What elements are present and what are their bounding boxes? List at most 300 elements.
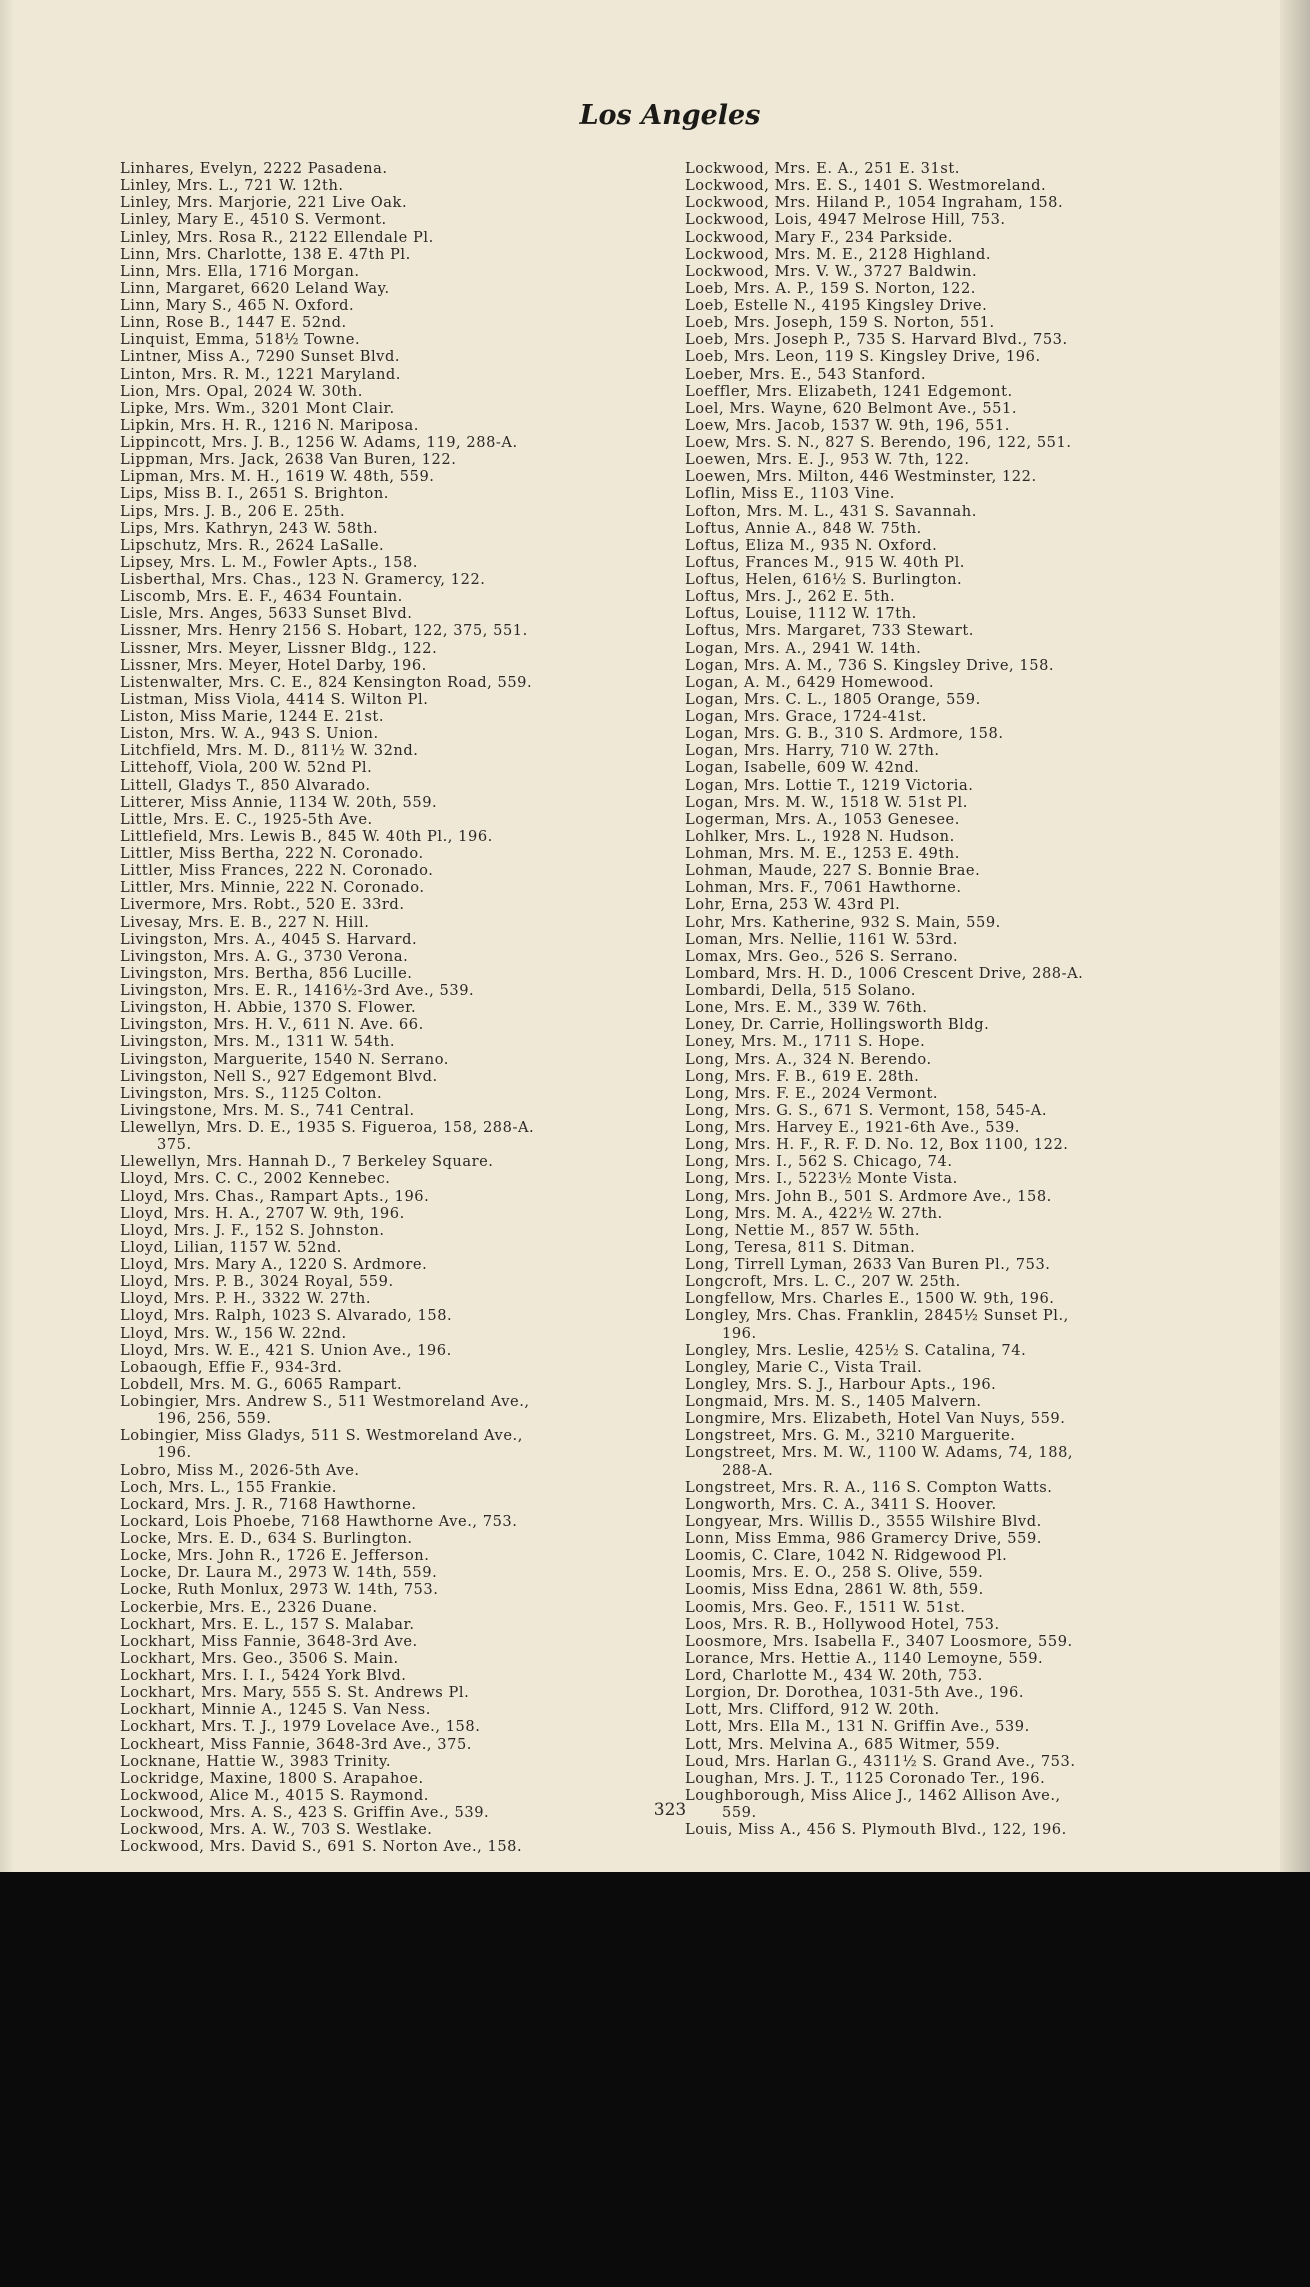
entry-text: Littlefield, Mrs. Lewis B., 845 W. 40th Pl., 196. <box>120 827 493 845</box>
directory-entry <box>685 1581 1260 1598</box>
entry-text: Lipsey, Mrs. L. M., Fowler Apts., 158. <box>120 553 418 571</box>
entry-text: Listenwalter, Mrs. C. E., 824 Kensington Road, 559. <box>120 673 533 691</box>
directory-entry <box>685 1821 1260 1838</box>
entry-text: Logan, Mrs. A. M., 736 S. Kingsley Drive, 158. <box>685 656 1055 674</box>
entry-continuation: 196, 256, 559. <box>157 1410 272 1428</box>
entry-text: Livingston, Mrs. E. R., 1416½-3rd Ave., 539. <box>120 982 475 999</box>
directory-entry <box>685 297 1260 314</box>
entry-text: Lockhart, Minnie A., 1245 S. Van Ness. <box>120 1701 431 1719</box>
entry-text: Long, Mrs. I., 5223½ Monte Vista. <box>685 1170 958 1188</box>
directory-entry <box>120 1188 695 1205</box>
directory-entry <box>120 1479 695 1496</box>
directory-entry <box>120 1650 695 1667</box>
directory-entry <box>120 1616 695 1633</box>
directory-entry <box>120 263 695 280</box>
entry-text: Llewellyn, Mrs. Hannah D., 7 Berkeley Square. <box>120 1153 494 1171</box>
entry-text: Loney, Dr. Carrie, Hollingsworth Bldg. <box>685 1016 990 1034</box>
directory-entry <box>685 160 1260 177</box>
directory-entry <box>120 1496 695 1513</box>
directory-entry <box>685 622 1260 639</box>
entry-text: Lockhart, Mrs. E. L., 157 S. Malabar. <box>120 1615 415 1633</box>
directory-entry <box>685 794 1260 811</box>
directory-entry <box>120 1718 695 1735</box>
entry-text: Lofton, Mrs. M. L., 431 S. Savannah. <box>685 502 977 520</box>
entry-text: Longley, Mrs. Leslie, 425½ S. Catalina, 74. <box>685 1341 1027 1359</box>
entry-text: Lippman, Mrs. Jack, 2638 Van Buren, 122. <box>120 451 457 469</box>
directory-entry <box>685 999 1260 1016</box>
entry-text: Litterer, Miss Annie, 1134 W. 20th, 559. <box>120 793 438 811</box>
entry-text: Lott, Mrs. Melvina A., 685 Witmer, 559. <box>685 1735 1001 1753</box>
entry-text: Long, Mrs. H. F., R. F. D. No. 12, Box 1100, 122. <box>685 1136 1069 1154</box>
directory-entry <box>685 1085 1260 1102</box>
entry-text: Loeb, Estelle N., 4195 Kingsley Drive. <box>685 297 988 314</box>
entry-text: Lombard, Mrs. H. D., 1006 Crescent Drive, 288-A. <box>685 964 1084 982</box>
entry-text: Loch, Mrs. L., 155 Frankie. <box>120 1478 337 1496</box>
entry-text: Littler, Mrs. Minnie, 222 N. Coronado. <box>120 879 425 897</box>
directory-entry <box>120 1205 695 1222</box>
entry-text: Loftus, Mrs. Margaret, 733 Stewart. <box>685 622 974 640</box>
entry-text: Loos, Mrs. R. B., Hollywood Hotel, 753. <box>685 1615 1000 1633</box>
entry-text: Linton, Mrs. R. M., 1221 Maryland. <box>120 365 401 383</box>
entry-text: Lockerbie, Mrs. E., 2326 Duane. <box>120 1598 378 1616</box>
directory-entry <box>685 1753 1260 1770</box>
directory-entry <box>685 965 1260 982</box>
entry-text: Lobingier, Miss Gladys, 511 S. Westmoreland Ave., <box>120 1427 523 1445</box>
directory-entry <box>685 503 1260 520</box>
directory-entry <box>120 383 695 400</box>
directory-entry <box>685 1599 1260 1616</box>
entry-text: Loew, Mrs. S. N., 827 S. Berendo, 196, 122, 551. <box>685 434 1072 451</box>
entry-text: Lockard, Mrs. J. R., 7168 Hawthorne. <box>120 1495 417 1513</box>
directory-entry <box>685 914 1260 931</box>
directory-entry <box>120 999 695 1016</box>
directory-entry <box>685 400 1260 417</box>
directory-entry <box>685 1342 1260 1359</box>
directory-entry <box>685 1633 1260 1650</box>
directory-entry <box>685 1051 1260 1068</box>
directory-entry <box>685 828 1260 845</box>
entry-text: Lohr, Mrs. Katherine, 932 S. Main, 559. <box>685 913 1001 931</box>
entry-text: Long, Nettie M., 857 W. 55th. <box>685 1221 921 1239</box>
directory-entry <box>685 1376 1260 1393</box>
entry-text: Lockwood, Mary F., 234 Parkside. <box>685 228 954 246</box>
entry-text: Linley, Mrs. Marjorie, 221 Live Oak. <box>120 194 408 212</box>
entry-text: Loftus, Annie A., 848 W. 75th. <box>685 519 922 537</box>
entry-continuation: 196. <box>722 1324 757 1342</box>
entry-text: Lott, Mrs. Ella M., 131 N. Griffin Ave., 539. <box>685 1718 1030 1736</box>
directory-entry <box>685 862 1260 879</box>
entry-continuation: 559. <box>722 1804 757 1821</box>
directory-entry <box>120 468 695 485</box>
entry-text: Logan, Isabelle, 609 W. 42nd. <box>685 759 920 777</box>
directory-entry <box>685 520 1260 537</box>
entry-text: Locke, Mrs. John R., 1726 E. Jefferson. <box>120 1547 430 1565</box>
entry-text: Loel, Mrs. Wayne, 620 Belmont Ave., 551. <box>685 399 1018 417</box>
entry-text: Long, Mrs. A., 324 N. Berendo. <box>685 1050 932 1068</box>
directory-entry <box>685 1016 1260 1033</box>
directory-entry <box>120 1427 695 1461</box>
directory-entry <box>685 1650 1260 1667</box>
directory-entry <box>685 211 1260 228</box>
directory-entry <box>685 1273 1260 1290</box>
directory-entry <box>120 691 695 708</box>
directory-entry <box>685 1496 1260 1513</box>
entry-continuation: 288-A. <box>722 1461 774 1479</box>
directory-entry <box>685 348 1260 365</box>
directory-entry <box>120 1633 695 1650</box>
entry-text: Lomax, Mrs. Geo., 526 S. Serrano. <box>685 947 959 965</box>
entry-text: Loomis, C. Clare, 1042 N. Ridgewood Pl. <box>685 1547 1008 1565</box>
entry-text: Lohman, Maude, 227 S. Bonnie Brae. <box>685 862 981 880</box>
directory-entry <box>685 640 1260 657</box>
entry-text: Loughborough, Miss Alice J., 1462 Allison Ave., <box>685 1786 1061 1804</box>
directory-entry <box>120 194 695 211</box>
directory-entry <box>120 1102 695 1119</box>
entry-text: Lloyd, Mrs. H. A., 2707 W. 9th, 196. <box>120 1204 405 1222</box>
directory-entry <box>685 1033 1260 1050</box>
entry-text: Longley, Marie C., Vista Trail. <box>685 1358 923 1376</box>
entry-text: Louis, Miss A., 456 S. Plymouth Blvd., 122, 196. <box>685 1821 1067 1839</box>
directory-entry <box>685 1256 1260 1273</box>
entry-text: Lockwood, Mrs. David S., 691 S. Norton Ave., 158. <box>120 1838 523 1856</box>
directory-entry <box>120 177 695 194</box>
entry-text: Littler, Miss Bertha, 222 N. Coronado. <box>120 845 424 862</box>
directory-entry <box>120 896 695 913</box>
directory-entry <box>685 588 1260 605</box>
entry-text: Livingston, Marguerite, 1540 N. Serrano. <box>120 1050 449 1068</box>
entry-text: Lips, Miss B. I., 2651 S. Brighton. <box>120 485 389 503</box>
entry-text: Livingston, Nell S., 927 Edgemont Blvd. <box>120 1067 438 1085</box>
directory-entry <box>685 1393 1260 1410</box>
entry-text: Longley, Mrs. S. J., Harbour Apts., 196. <box>685 1375 997 1393</box>
directory-entry <box>120 862 695 879</box>
directory-entry <box>120 1684 695 1701</box>
entry-text: Livingston, Mrs. S., 1125 Colton. <box>120 1084 383 1102</box>
entry-text: Lips, Mrs. J. B., 206 E. 25th. <box>120 502 346 520</box>
entry-text: Lockhart, Mrs. Geo., 3506 S. Main. <box>120 1649 399 1667</box>
entry-text: Liston, Mrs. W. A., 943 S. Union. <box>120 725 379 743</box>
entry-text: Lockwood, Lois, 4947 Melrose Hill, 753. <box>685 211 1006 229</box>
entry-text: Loeb, Mrs. Joseph P., 735 S. Harvard Blvd., 753. <box>685 331 1068 349</box>
directory-entry <box>685 1479 1260 1496</box>
directory-entry <box>685 1205 1260 1222</box>
directory-entry <box>120 1753 695 1770</box>
entry-text: Lockwood, Mrs. E. A., 251 E. 31st. <box>685 160 960 177</box>
entry-text: Livingston, H. Abbie, 1370 S. Flower. <box>120 999 417 1017</box>
directory-entry <box>120 777 695 794</box>
directory-entry <box>120 1736 695 1753</box>
entry-text: Lockhart, Miss Fannie, 3648-3rd Ave. <box>120 1632 418 1650</box>
entry-text: Lockwood, Mrs. M. E., 2128 Highland. <box>685 245 992 263</box>
entry-text: Loftus, Helen, 616½ S. Burlington. <box>685 571 963 588</box>
entry-continuation: 375. <box>157 1136 192 1154</box>
directory-entry <box>685 725 1260 742</box>
directory-entry <box>685 845 1260 862</box>
entry-text: Lockwood, Mrs. A. W., 703 S. Westlake. <box>120 1821 433 1839</box>
directory-entry <box>120 1170 695 1187</box>
directory-entry <box>685 451 1260 468</box>
directory-entry <box>120 451 695 468</box>
directory-entry <box>685 485 1260 502</box>
entry-text: Loftus, Frances M., 915 W. 40th Pl. <box>685 553 965 571</box>
entry-text: Llewellyn, Mrs. D. E., 1935 S. Figueroa, 158, 288-A. <box>120 1119 535 1136</box>
directory-entry <box>120 348 695 365</box>
entry-text: Long, Mrs. I., 562 S. Chicago, 74. <box>685 1153 953 1171</box>
entry-continuation: 196. <box>157 1444 192 1462</box>
entry-text: Loewen, Mrs. E. J., 953 W. 7th, 122. <box>685 451 970 469</box>
entry-text: Longley, Mrs. Chas. Franklin, 2845½ Sunset Pl., <box>685 1307 1069 1325</box>
directory-entry <box>120 879 695 896</box>
entry-text: Livesay, Mrs. E. B., 227 N. Hill. <box>120 913 370 931</box>
entry-text: Longstreet, Mrs. G. M., 3210 Marguerite. <box>685 1427 1016 1445</box>
entry-text: Long, Mrs. G. S., 671 S. Vermont, 158, 545-A. <box>685 1101 1048 1119</box>
directory-entry <box>120 1599 695 1616</box>
directory-entry <box>120 537 695 554</box>
entry-text: Livingston, Mrs. H. V., 611 N. Ave. 66. <box>120 1016 424 1034</box>
directory-entry <box>685 314 1260 331</box>
entry-text: Logan, Mrs. A., 2941 W. 14th. <box>685 639 922 657</box>
directory-entry <box>685 1770 1260 1787</box>
directory-entry <box>685 1153 1260 1170</box>
directory-entry <box>685 1170 1260 1187</box>
entry-text: Logan, Mrs. C. L., 1805 Orange, 559. <box>685 690 981 708</box>
entry-text: Loomis, Miss Edna, 2861 W. 8th, 559. <box>685 1581 984 1599</box>
directory-entry <box>685 1530 1260 1547</box>
entry-text: Lobro, Miss M., 2026-5th Ave. <box>120 1461 360 1479</box>
entry-text: Lockheart, Miss Fannie, 3648-3rd Ave., 375. <box>120 1735 472 1753</box>
entry-text: Littehoff, Viola, 200 W. 52nd Pl. <box>120 759 373 777</box>
directory-entry <box>685 194 1260 211</box>
entry-text: Lockard, Lois Phoebe, 7168 Hawthorne Ave., 753. <box>120 1512 518 1530</box>
entry-text: Lion, Mrs. Opal, 2024 W. 30th. <box>120 382 363 400</box>
entry-text: Logan, Mrs. Lottie T., 1219 Victoria. <box>685 776 974 794</box>
entry-text: Lloyd, Mrs. W., 156 W. 22nd. <box>120 1324 347 1342</box>
entry-text: Longmaid, Mrs. M. S., 1405 Malvern. <box>685 1393 982 1410</box>
directory-entry <box>120 1701 695 1718</box>
directory-entry <box>120 1068 695 1085</box>
entry-text: Livingston, Mrs. A. G., 3730 Verona. <box>120 947 409 965</box>
directory-entry <box>685 657 1260 674</box>
directory-entry <box>120 845 695 862</box>
directory-entry <box>685 366 1260 383</box>
directory-entry <box>120 1564 695 1581</box>
directory-entry <box>120 366 695 383</box>
directory-entry <box>685 691 1260 708</box>
directory-entry <box>685 434 1260 451</box>
directory-entry <box>120 982 695 999</box>
directory-entry <box>120 914 695 931</box>
directory-entry <box>120 229 695 246</box>
directory-entry <box>685 879 1260 896</box>
directory-entry <box>685 1718 1260 1735</box>
directory-entry <box>120 1462 695 1479</box>
directory-entry <box>685 1564 1260 1581</box>
entry-text: Lipman, Mrs. M. H., 1619 W. 48th, 559. <box>120 468 435 486</box>
entry-text: Locknane, Hattie W., 3983 Trinity. <box>120 1752 392 1770</box>
entry-text: Linn, Mary S., 465 N. Oxford. <box>120 297 355 314</box>
directory-entry <box>685 417 1260 434</box>
entry-text: Linn, Rose B., 1447 E. 52nd. <box>120 314 347 332</box>
directory-entry <box>120 1307 695 1324</box>
entry-text: Lissner, Mrs. Henry 2156 S. Hobart, 122, 375, 551. <box>120 622 528 640</box>
directory-entry <box>685 177 1260 194</box>
entry-text: Lott, Mrs. Clifford, 912 W. 20th. <box>685 1701 940 1719</box>
entry-text: Long, Teresa, 811 S. Ditman. <box>685 1238 916 1256</box>
entry-text: Lockhart, Mrs. Mary, 555 S. St. Andrews Pl. <box>120 1684 470 1702</box>
directory-entry <box>120 811 695 828</box>
directory-entry <box>685 1444 1260 1478</box>
directory-entry <box>120 1153 695 1170</box>
directory-entry <box>120 1581 695 1598</box>
directory-entry <box>120 1273 695 1290</box>
entry-text: Lobaough, Effie F., 934-3rd. <box>120 1358 343 1376</box>
directory-entry <box>120 160 695 177</box>
entry-text: Lone, Mrs. E. M., 339 W. 76th. <box>685 999 928 1017</box>
entry-text: Long, Mrs. F. E., 2024 Vermont. <box>685 1084 939 1102</box>
entry-text: Loftus, Louise, 1112 W. 17th. <box>685 605 917 623</box>
directory-entry <box>120 417 695 434</box>
entry-text: Logan, Mrs. M. W., 1518 W. 51st Pl. <box>685 793 968 811</box>
directory-entry <box>120 708 695 725</box>
directory-entry <box>120 1290 695 1307</box>
directory-entry <box>120 503 695 520</box>
entry-text: Loftus, Eliza M., 935 N. Oxford. <box>685 536 938 554</box>
page-title: Los Angeles <box>579 100 761 131</box>
entry-text: Longcroft, Mrs. L. C., 207 W. 25th. <box>685 1273 961 1291</box>
entry-text: Loeb, Mrs. Joseph, 159 S. Norton, 551. <box>685 314 995 332</box>
entry-text: Loomis, Mrs. E. O., 258 S. Olive, 559. <box>685 1564 984 1582</box>
entry-text: Litchfield, Mrs. M. D., 811½ W. 32nd. <box>120 742 419 760</box>
directory-entry <box>120 1770 695 1787</box>
directory-entry <box>120 554 695 571</box>
entry-text: Linn, Mrs. Charlotte, 138 E. 47th Pl. <box>120 245 411 263</box>
entry-text: Lockwood, Alice M., 4015 S. Raymond. <box>120 1786 429 1804</box>
directory-entry <box>120 759 695 776</box>
directory-entry <box>120 331 695 348</box>
directory-entry <box>685 1239 1260 1256</box>
entry-text: Livingston, Mrs. Bertha, 856 Lucille. <box>120 964 413 982</box>
directory-entry <box>685 1547 1260 1564</box>
entry-text: Lloyd, Mrs. J. F., 152 S. Johnston. <box>120 1221 385 1239</box>
directory-entry <box>120 1393 695 1427</box>
entry-text: Lloyd, Mrs. P. H., 3322 W. 27th. <box>120 1290 372 1308</box>
directory-entry <box>685 1119 1260 1136</box>
directory-entry <box>685 229 1260 246</box>
directory-entry <box>685 708 1260 725</box>
entry-text: Loud, Mrs. Harlan G., 4311½ S. Grand Ave., 753. <box>685 1752 1076 1770</box>
entry-text: Loftus, Mrs. J., 262 E. 5th. <box>685 588 896 606</box>
directory-entry <box>685 383 1260 400</box>
entry-text: Lissner, Mrs. Meyer, Lissner Bldg., 122. <box>120 639 438 657</box>
directory-entry <box>120 297 695 314</box>
directory-entry <box>685 554 1260 571</box>
entry-text: Lonn, Miss Emma, 986 Gramercy Drive, 559. <box>685 1530 1042 1547</box>
entry-text: Longmire, Mrs. Elizabeth, Hotel Van Nuys, 559. <box>685 1410 1066 1428</box>
directory-entry <box>120 725 695 742</box>
entry-text: Littler, Miss Frances, 222 N. Coronado. <box>120 862 434 880</box>
entry-text: Lipkin, Mrs. H. R., 1216 N. Mariposa. <box>120 416 419 434</box>
directory-entry <box>685 1684 1260 1701</box>
directory-entry <box>120 965 695 982</box>
entry-text: Loosmore, Mrs. Isabella F., 3407 Loosmore, 559. <box>685 1632 1073 1650</box>
directory-entry <box>685 1359 1260 1376</box>
directory-entry <box>685 948 1260 965</box>
directory-entry <box>685 759 1260 776</box>
entry-text: Logan, Mrs. Grace, 1724-41st. <box>685 708 927 725</box>
directory-entry <box>685 811 1260 828</box>
entry-text: Livingstone, Mrs. M. S., 741 Central. <box>120 1101 415 1119</box>
entry-text: Lloyd, Mrs. Chas., Rampart Apts., 196. <box>120 1187 430 1205</box>
entry-text: Lloyd, Mrs. Ralph, 1023 S. Alvarado, 158. <box>120 1307 453 1325</box>
directory-entry <box>120 1547 695 1564</box>
entry-text: Lohlker, Mrs. L., 1928 N. Hudson. <box>685 827 955 845</box>
directory-entry <box>685 1701 1260 1718</box>
entry-text: Lloyd, Mrs. Mary A., 1220 S. Ardmore. <box>120 1256 428 1273</box>
directory-entry <box>120 280 695 297</box>
entry-text: Lockwood, Mrs. E. S., 1401 S. Westmoreland. <box>685 177 1047 195</box>
directory-entry <box>120 931 695 948</box>
entry-text: Longfellow, Mrs. Charles E., 1500 W. 9th, 196. <box>685 1290 1055 1308</box>
entry-text: Logan, Mrs. Harry, 710 W. 27th. <box>685 742 940 760</box>
entry-text: Linley, Mary E., 4510 S. Vermont. <box>120 211 387 229</box>
directory-entry <box>685 263 1260 280</box>
entry-text: Linhares, Evelyn, 2222 Pasadena. <box>120 160 388 177</box>
entry-text: Loeber, Mrs. E., 543 Stanford. <box>685 365 927 383</box>
directory-entry <box>120 400 695 417</box>
entry-text: Longyear, Mrs. Willis D., 3555 Wilshire Blvd. <box>685 1512 1042 1530</box>
directory-entry <box>120 1513 695 1530</box>
entry-text: Lloyd, Mrs. C. C., 2002 Kennebec. <box>120 1170 391 1188</box>
directory-entry <box>685 1410 1260 1427</box>
directory-entry <box>120 742 695 759</box>
directory-entry <box>120 674 695 691</box>
directory-entry <box>685 742 1260 759</box>
directory-entry <box>685 1102 1260 1119</box>
directory-entry <box>120 1530 695 1547</box>
entry-text: Linley, Mrs. L., 721 W. 12th. <box>120 177 344 195</box>
directory-entry <box>120 828 695 845</box>
directory-entry <box>685 1188 1260 1205</box>
entry-text: Loman, Mrs. Nellie, 1161 W. 53rd. <box>685 930 958 948</box>
directory-entry <box>685 1222 1260 1239</box>
directory-entry <box>120 571 695 588</box>
entry-text: Livingston, Mrs. M., 1311 W. 54th. <box>120 1033 396 1051</box>
entry-text: Lloyd, Mrs. P. B., 3024 Royal, 559. <box>120 1273 394 1291</box>
entry-text: Long, Mrs. Harvey E., 1921-6th Ave., 539. <box>685 1119 1020 1136</box>
directory-entry <box>685 982 1260 999</box>
entry-text: Long, Tirrell Lyman, 2633 Van Buren Pl., 753. <box>685 1256 1051 1273</box>
directory-entry <box>120 1821 695 1838</box>
directory-entry <box>685 468 1260 485</box>
entry-text: Lohman, Mrs. M. E., 1253 E. 49th. <box>685 845 960 862</box>
directory-entry <box>685 674 1260 691</box>
entry-text: Lintner, Miss A., 7290 Sunset Blvd. <box>120 348 401 366</box>
directory-entry <box>685 1307 1260 1341</box>
directory-entry <box>685 931 1260 948</box>
entry-text: Loewen, Mrs. Milton, 446 Westminster, 122. <box>685 468 1037 486</box>
entry-text: Longworth, Mrs. C. A., 3411 S. Hoover. <box>685 1495 997 1513</box>
directory-entry <box>120 1376 695 1393</box>
directory-entry <box>120 1051 695 1068</box>
entry-text: Lipke, Mrs. Wm., 3201 Mont Clair. <box>120 399 395 417</box>
entry-text: Lombardi, Della, 515 Solano. <box>685 982 916 999</box>
directory-entry <box>120 246 695 263</box>
entry-text: Lobdell, Mrs. M. G., 6065 Rampart. <box>120 1375 403 1393</box>
directory-entry <box>120 1838 695 1855</box>
entry-text: Longstreet, Mrs. R. A., 116 S. Compton Watts. <box>685 1478 1053 1496</box>
directory-entry <box>120 1256 695 1273</box>
entry-text: Logan, Mrs. G. B., 310 S. Ardmore, 158. <box>685 725 1004 743</box>
